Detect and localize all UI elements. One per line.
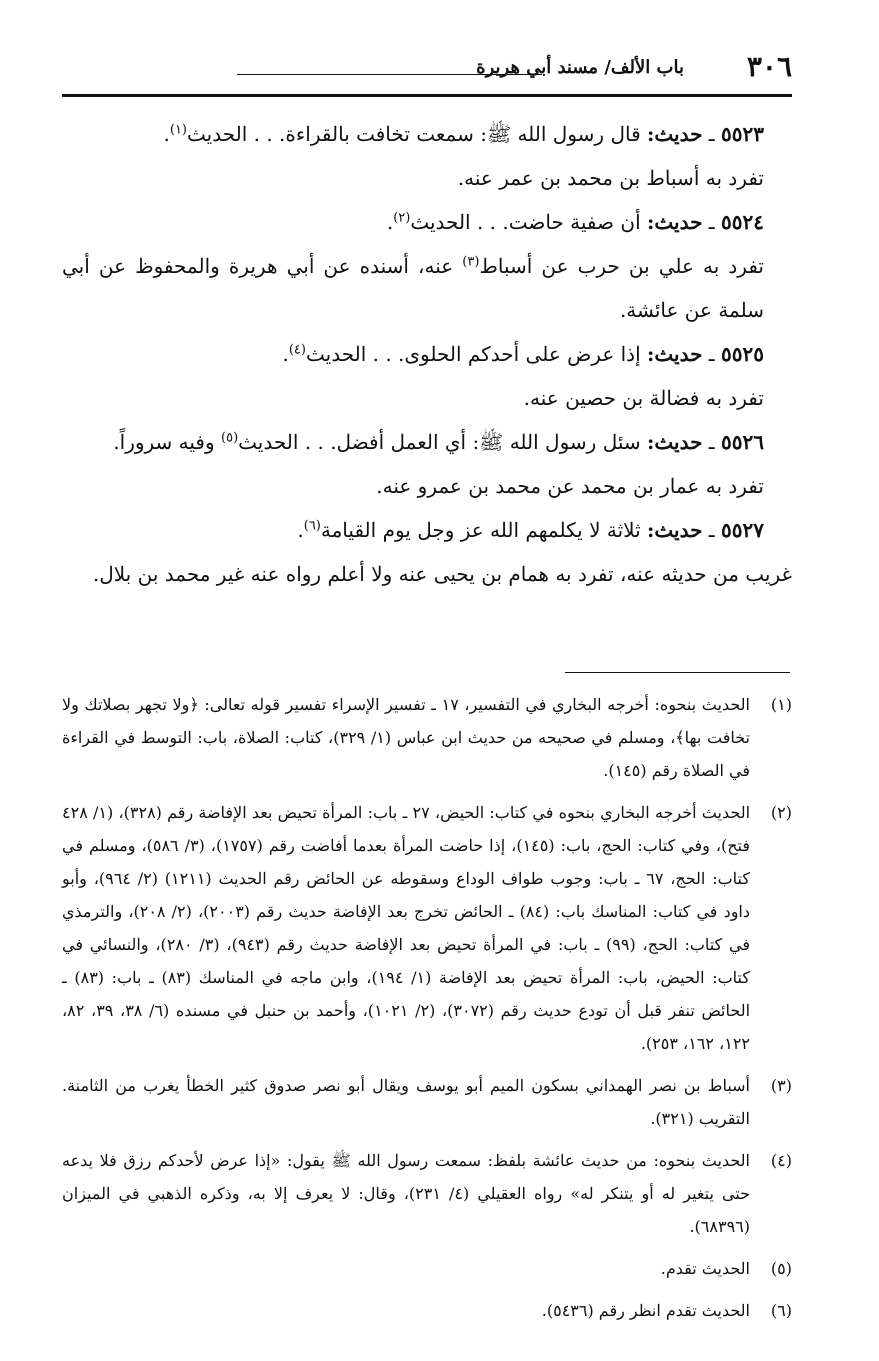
- hadith-entry: ٥٥٢٥ ـ حديث: إذا عرض على أحدكم الحلوى. . . الحديث$^{(٤)}$.: [282, 342, 764, 366]
- footnote-mark: (٢): [770, 803, 792, 822]
- footnote-text: الحديث أخرجه البخاري بنحوه في كتاب: الحيض، ٢٧ ـ باب: المرأة تحيض بعد الإفاضة رقم (٣٢٨)، (١/ ٤٢٨ فتح)، وفي كتاب: الحج، باب: (١٤٥)، إذا حاضت المرأة بعدما أفاضت رقم (١٧٥٧)، (٣/ ٥٨٦)، ومسلم في كتاب: الحج، ٦٧ ـ باب: وجوب طواف الوداع وسقوطه عن الحائض رقم الحديث (١٢١١) (٢/ ٩٦٤)، وأبو داود في كتاب: المناسك باب: (٨٤) ـ الحائض تخرج بعد الإفاضة حديث رقم (٢٠٠٣)، (٢/ ٢٠٨)، والترمذي في كتاب: الحج، (٩٩) ـ باب: في المرأة تحيض بعد الإفاضة حديث رقم (٩٤٣)، (٣/ ٢٨٠)، والنسائي في كتاب: الحيض، باب: المرأة تحيض بعد الإفاضة (١/ ١٩٤)، وابن ماجه في المناسك (٨٣) ـ باب: (٨٣) ـ الحائض تنفر قبل أن تودع حديث رقم (٣٠٧٢)، (٢/ ١٠٢١)، وأحمد بن حنبل في مسنده (٦/ ٣٨، ٣٩، ٨٢، ١٢٢، ١٦٢، ٢٥٣).: [62, 803, 751, 1053]
- footnotes: [62, 688, 792, 1336]
- hadith-text: سئل رسول الله ﷺ: أي العمل أفضل. . . الحديث: [238, 430, 641, 454]
- hadith-keyword: حديث:: [647, 342, 703, 366]
- comment-after: عنه، أسنده عن أبي هريرة والمحفوظ عن أبي سلمة عن عائشة.: [62, 254, 764, 322]
- hadith-number: ٥٥٢٧: [721, 518, 764, 542]
- hadith-end: وفيه سروراً.: [113, 430, 215, 454]
- footnote: [62, 1294, 792, 1327]
- footnote-ref[interactable]: (١): [169, 122, 187, 138]
- running-title: باب الألف/ مسند أبي هريرة: [476, 57, 684, 78]
- footnote: [62, 796, 792, 1060]
- hadith-comment: تفرد به أسباط بن محمد بن عمر عنه.: [457, 166, 764, 190]
- footnote-ref[interactable]: (٥): [221, 430, 239, 446]
- footnote-text: الحديث بنحوه: أخرجه البخاري في التفسير، ١٧ ـ تفسير الإسراء تفسير قوله تعالى: ﴿ولا تجهر بصلاتك ولا تخافت بها﴾، ومسلم في صحيحه من حديث ابن عباس (١/ ٣٢٩)، كتاب: الصلاة، باب: التوسط في القراءة في الصلاة رقم (١٤٥).: [62, 695, 750, 780]
- footnote: [62, 1252, 792, 1285]
- hadith-text: قال رسول الله ﷺ: سمعت تخافت بالقراءة. . . الحديث: [187, 122, 641, 146]
- hadith-number: ٥٥٢٥: [721, 342, 764, 366]
- footnote-mark: (٤): [770, 1151, 792, 1170]
- footnote-mark: (١): [770, 695, 792, 714]
- hadith-comment: [62, 244, 792, 332]
- page-number: ٣٠٦: [746, 50, 792, 83]
- footnote-mark: (٣): [770, 1076, 792, 1095]
- footnote-text: أسباط بن نصر الهمداني بسكون الميم أبو يوسف ويقال أبو نصر صدوق كثير الخطأ يغرب من الثامنة. التقريب (٣٢١).: [62, 1076, 750, 1128]
- page-header: [62, 48, 792, 97]
- hadith-keyword: حديث:: [647, 518, 703, 542]
- hadith-entry: ٥٥٢٤ ـ حديث: أن صفية حاضت. . . الحديث$^{(٢)}$.: [386, 210, 764, 234]
- hadith-number: ٥٥٢٣: [721, 122, 764, 146]
- hadith-text: أن صفية حاضت. . . الحديث: [410, 210, 641, 234]
- footnote: [62, 1144, 792, 1243]
- hadith-text: ثلاثة لا يكلمهم الله عز وجل يوم القيامة: [320, 518, 641, 542]
- hadith-entry: ٥٥٢٦ ـ حديث: سئل رسول الله ﷺ: أي العمل أفضل. . . الحديث$^{(٥)}$ وفيه سروراً.: [113, 430, 764, 454]
- hadith-entry: ٥٥٢٣ ـ حديث: قال رسول الله ﷺ: سمعت تخافت بالقراءة. . . الحديث$^{(١)}$.: [163, 122, 764, 146]
- hadith-end: .: [297, 518, 304, 542]
- hadith-end: .: [386, 210, 394, 234]
- hadith-comment: تفرد به فضالة بن حصين عنه.: [523, 386, 764, 410]
- hadith-keyword: حديث:: [647, 122, 703, 146]
- footnote-mark: (٦): [770, 1301, 792, 1320]
- footnote-text: الحديث تقدم انظر رقم (٥٤٣٦).: [541, 1301, 750, 1320]
- hadith-comment: تفرد به عمار بن محمد عن محمد بن عمرو عنه.: [376, 474, 764, 498]
- footnote-ref[interactable]: (٦): [303, 518, 321, 534]
- hadith-number: ٥٥٢٤: [721, 210, 764, 234]
- hadith-end: .: [282, 342, 289, 366]
- footnote-ref[interactable]: (٢): [393, 210, 411, 226]
- hadith-end: .: [163, 122, 170, 146]
- footnote-text: الحديث بنحوه: من حديث عائشة بلفظ: سمعت رسول الله ﷺ يقول: «إذا عرض لأحدكم رزق فلا يدعه حتى يتغير له أو يتنكر له» رواه العقيلي (٤/ ٢٣١)، وقال: لا يعرف إلا به، وذكره الذهبي في الميزان (٦٨٣٩٦).: [62, 1151, 751, 1236]
- hadith-text: إذا عرض على أحدكم الحلوى. . . الحديث: [305, 342, 641, 366]
- footnote-mark: (٥): [770, 1259, 792, 1278]
- footnote: [62, 688, 792, 787]
- footnote-ref[interactable]: (٣): [462, 254, 480, 270]
- footnote-text: الحديث تقدم.: [660, 1259, 750, 1278]
- footnote: [62, 1069, 792, 1135]
- comment-before: تفرد به علي بن حرب عن أسباط: [479, 254, 765, 278]
- footnote-separator: [565, 672, 790, 673]
- hadith-number: ٥٥٢٦: [721, 430, 764, 454]
- hadith-keyword: حديث:: [647, 210, 703, 234]
- hadith-comment: غريب من حديثه عنه، تفرد به همام بن يحيى عنه ولا أعلم رواه عنه غير محمد بن بلال.: [92, 562, 792, 586]
- hadith-keyword: حديث:: [647, 430, 703, 454]
- footnote-ref[interactable]: (٤): [288, 342, 306, 358]
- hadith-entry: ٥٥٢٧ ـ حديث: ثلاثة لا يكلمهم الله عز وجل يوم القيامة$^{(٦)}$.: [297, 518, 764, 542]
- main-text: [62, 112, 792, 596]
